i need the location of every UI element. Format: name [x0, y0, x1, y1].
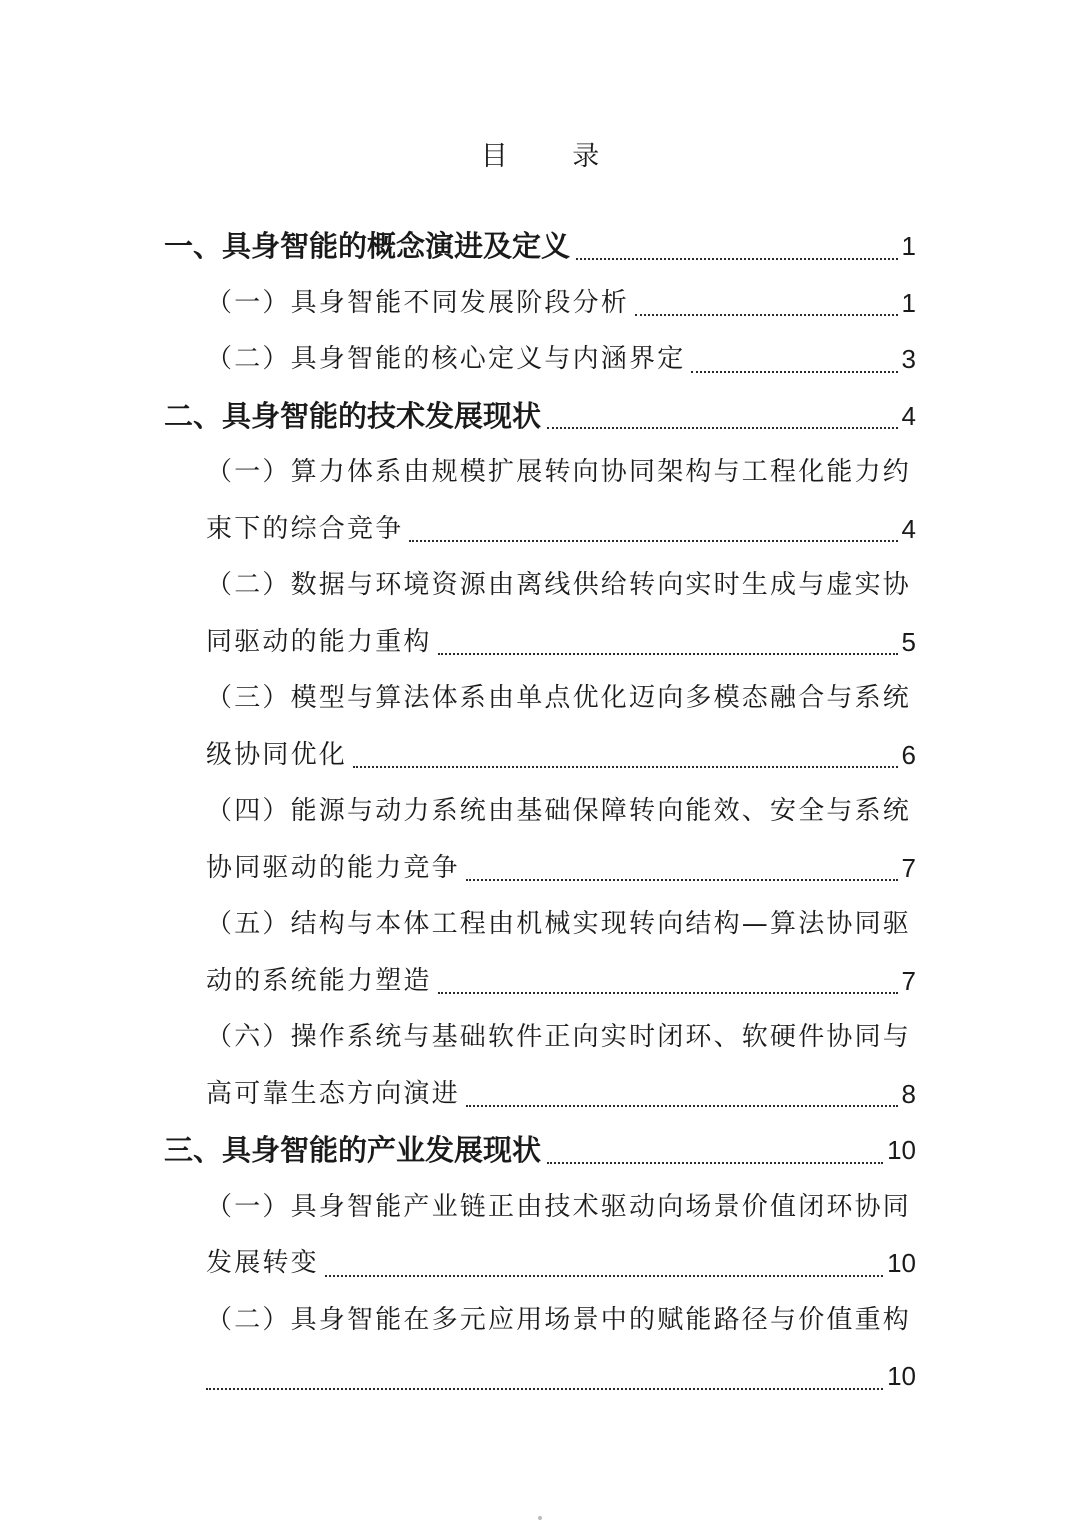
toc-entry-continuation: [206, 1066, 916, 1123]
toc-page-number: 10: [887, 1135, 916, 1165]
toc-entry-text: （一）具身智能产业链正由技术驱动向场景价值闭环协同: [206, 1191, 912, 1222]
toc-section-entry[interactable]: [164, 1292, 916, 1405]
toc-entry-text-continued: 高可靠生态方向演进: [206, 1078, 460, 1109]
toc-entry-continuation: [206, 727, 916, 784]
dot-leader: [438, 653, 898, 655]
toc-section-entry[interactable]: [164, 444, 916, 557]
toc-section-entry[interactable]: [164, 783, 916, 896]
toc-chapter-entry[interactable]: [164, 218, 916, 275]
dot-leader: [409, 540, 897, 542]
dot-leader: [547, 1162, 883, 1164]
toc-entry-continuation: [206, 1348, 916, 1405]
dot-leader: [466, 879, 898, 881]
toc-page-number: 4: [901, 400, 916, 431]
toc-entry-text-continued: 级协同优化: [206, 739, 348, 770]
toc-page-number: 5: [901, 626, 916, 657]
toc-page-number: 10: [887, 1361, 916, 1391]
toc-entry-text: （三）模型与算法体系由单点优化迈向多模态融合与系统: [206, 683, 912, 713]
toc-entry-text: （一）具身智能不同发展阶段分析: [206, 287, 630, 318]
dot-leader: [576, 258, 898, 260]
toc-section-entry[interactable]: [164, 1009, 916, 1122]
toc-entry-text: （五）结构与本体工程由机械实现转向结构—算法协同驱: [206, 909, 912, 939]
toc-page-number: 10: [887, 1248, 916, 1278]
toc-entry-text-continued: 动的系统能力塑造: [206, 965, 432, 996]
toc-entry-text: （一）算力体系由规模扩展转向协同架构与工程化能力约: [206, 457, 912, 487]
dot-leader: [353, 766, 898, 768]
toc-entry-text-continued: 协同驱动的能力竞争: [206, 852, 460, 883]
toc-entry-continuation: [206, 1235, 916, 1292]
toc-page-number: 7: [901, 852, 916, 883]
dot-leader: [635, 314, 898, 316]
toc-entry-text: （六）操作系统与基础软件正向实时闭环、软硬件协同与: [206, 1022, 912, 1052]
toc-entry-text: （二）具身智能的核心定义与内涵界定: [206, 344, 686, 374]
toc-entry-text-continued: 同驱动的能力重构: [206, 626, 432, 657]
dot-leader: [691, 371, 897, 373]
dot-leader: [466, 1105, 898, 1107]
dot-leader: [547, 427, 898, 429]
toc-section-entry[interactable]: [164, 557, 916, 670]
toc-title: 目 录: [480, 141, 628, 172]
toc-section-entry[interactable]: [164, 1179, 916, 1292]
page-marker-dot: [538, 1516, 542, 1520]
toc-entry-text: 一、具身智能的概念演进及定义: [164, 229, 571, 263]
dot-leader: [438, 992, 898, 994]
toc-entry-text-continued: 束下的综合竞争: [206, 513, 404, 544]
toc-entry-continuation: [206, 501, 916, 558]
toc-page-number: 7: [901, 965, 916, 996]
dot-leader: [325, 1275, 883, 1277]
toc-entry-text: 二、具身智能的技术发展现状: [164, 398, 542, 433]
toc-page-number: 6: [901, 739, 916, 770]
toc-entry-text: （四）能源与动力系统由基础保障转向能效、安全与系统: [206, 796, 912, 826]
toc-page-number: 1: [901, 287, 916, 318]
toc-chapter-entry[interactable]: [164, 1122, 916, 1179]
toc-entry-continuation: [206, 614, 916, 671]
toc-entry-text: （二）具身智能在多元应用场景中的赋能路径与价值重构: [206, 1304, 912, 1335]
toc-list: [164, 218, 916, 1405]
toc-section-entry[interactable]: [164, 331, 916, 388]
toc-chapter-entry[interactable]: [164, 388, 916, 445]
toc-entry-text: （二）数据与环境资源由离线供给转向实时生成与虚实协: [206, 570, 912, 600]
toc-entry-text: 三、具身智能的产业发展现状: [164, 1133, 542, 1167]
toc-section-entry[interactable]: [164, 670, 916, 783]
toc-page-number: 3: [901, 344, 916, 374]
toc-page-number: 8: [901, 1078, 916, 1109]
toc-page-number: 1: [901, 231, 916, 261]
toc-entry-text-continued: 发展转变: [206, 1248, 319, 1278]
toc-section-entry[interactable]: [164, 275, 916, 332]
toc-section-entry[interactable]: [164, 896, 916, 1009]
toc-entry-continuation: [206, 953, 916, 1010]
dot-leader: [206, 1388, 883, 1390]
toc-entry-continuation: [206, 840, 916, 897]
toc-page-number: 4: [901, 513, 916, 544]
